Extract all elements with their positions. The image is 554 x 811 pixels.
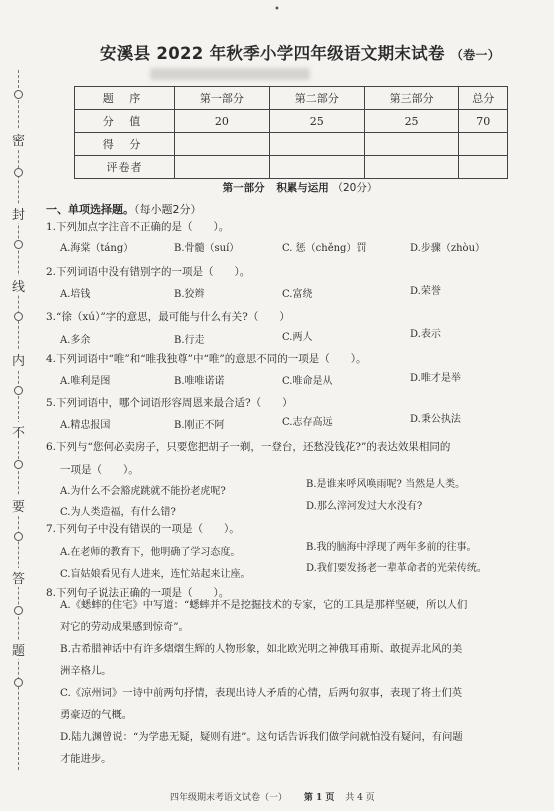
option-d: D.那么滓河发过大水没有? xyxy=(306,501,423,512)
option-b: B.是谁来呼风唤雨呢? 当然是人类。 xyxy=(306,479,466,490)
question-stem: 6.下列与“您何必卖房子，只要您把胡子一剃，一登台，还愁没钱花?”的表达效果相同的 xyxy=(46,441,451,453)
table-cell xyxy=(364,133,459,156)
option-d: D.荣誉 xyxy=(410,286,441,297)
paragraph-line: 勇豪迈的气概。 xyxy=(60,709,133,721)
exam-title xyxy=(60,40,540,64)
table-cell xyxy=(364,156,459,179)
option-a: A.唯利是图 xyxy=(60,376,111,387)
option-d: D.秉公执法 xyxy=(410,414,461,425)
table-header-cell: 总分 xyxy=(459,87,508,110)
part-subtitle: 积累与运用 xyxy=(276,182,329,194)
part-title: 第一部分 xyxy=(222,182,265,194)
part-points: （20分） xyxy=(332,182,378,194)
binding-char: 要 xyxy=(12,496,25,515)
option-d: D.表示 xyxy=(410,329,441,340)
part-heading xyxy=(60,180,540,195)
binding-hole xyxy=(14,312,23,321)
table-header-cell: 题 序 xyxy=(75,87,175,110)
option-a: A.为什么不会豁虎跳就不能扮老虎呢? xyxy=(60,486,226,497)
option-a: A.精忠报国 xyxy=(60,420,111,431)
page-footer xyxy=(170,790,430,803)
binding-hole xyxy=(14,606,23,615)
option-b: B.狡辫 xyxy=(174,289,205,300)
binding-hole xyxy=(14,678,23,687)
paragraph-option-d xyxy=(60,726,550,770)
question-stem: 8.下列句子说法正确的一项是（ ）。 xyxy=(46,587,230,599)
paragraph-line: D.陆九渊曾说：“为学患无疑，疑则有进”。这句话告诉我们做学问就怕没有疑问，有问题 xyxy=(60,731,463,743)
question-stem: 4.下列词语中“唯”和“唯我独尊”中“唯”的意思不同的一项是（ ）。 xyxy=(46,353,367,365)
option-d: D.唯才是举 xyxy=(410,373,461,384)
option-c: C.盲姑娘看见有人进来，连忙站起来让座。 xyxy=(60,569,251,580)
section-heading xyxy=(46,201,202,217)
option-c: C.志存高远 xyxy=(282,417,333,428)
paragraph-line: 才能进步。 xyxy=(60,753,112,765)
binding-hole xyxy=(14,90,23,99)
table-cell xyxy=(459,156,508,179)
footer-exam-name: 四年级期末考语文试卷（一） xyxy=(170,793,288,803)
table-header-cell: 第一部分 xyxy=(175,87,270,110)
binding-char: 内 xyxy=(12,350,25,369)
table-cell: 20 xyxy=(175,110,270,133)
paragraph-line: B.古希腊神话中有许多熠熠生辉的人物形象，如北欧光明之神俄耳甫斯、敢捉弄北风的美 xyxy=(60,643,463,655)
question-stem: 3.“徐（xú）”字的意思，最可能与什么有关?（ ） xyxy=(46,311,290,323)
table-cell xyxy=(175,156,270,179)
binding-char: 题 xyxy=(12,640,25,659)
option-d: D.我们要发扬老一辈革命者的光荣传统。 xyxy=(306,563,487,574)
table-cell: 评卷者 xyxy=(75,156,175,179)
paragraph-line: 洲辛格儿。 xyxy=(60,665,112,677)
option-b: B.骨髓（suí） xyxy=(174,243,240,254)
score-table xyxy=(74,86,508,179)
binding-char: 答 xyxy=(12,568,25,587)
table-header-cell: 第二部分 xyxy=(269,87,364,110)
option-c: C.富绕 xyxy=(282,289,313,300)
paragraph-option-c xyxy=(60,682,550,726)
option-a: A.在老师的教育下，他明确了学习态度。 xyxy=(60,547,241,558)
option-a: A.多余 xyxy=(60,335,91,346)
footer-page-number: 第 1 页 xyxy=(303,793,335,803)
table-row xyxy=(75,133,508,156)
paragraph-option-a xyxy=(60,594,550,638)
score-table-header-row xyxy=(75,87,508,110)
binding-char: 封 xyxy=(12,204,25,223)
binding-hole xyxy=(14,386,23,395)
table-cell: 得 分 xyxy=(75,133,175,156)
top-marker: • xyxy=(274,4,280,15)
paragraph-option-b xyxy=(60,638,550,682)
paragraph-line: 对它的劳动成果感到惊奇”。 xyxy=(60,621,189,633)
option-a: A.海棠（táng） xyxy=(60,243,134,254)
table-cell xyxy=(269,133,364,156)
exam-title-text: 安溪县 2022 年秋季小学四年级语文期末试卷 xyxy=(99,44,445,63)
binding-hole xyxy=(14,460,23,469)
question-stem: 7.下列句子中没有错误的一项是（ ）。 xyxy=(46,523,240,535)
binding-hole xyxy=(14,168,23,177)
question-stem: 5.下列词语中，哪个词语形容周恩来最合适?（ ） xyxy=(46,397,293,409)
table-cell xyxy=(175,133,270,156)
redacted-info xyxy=(150,68,310,80)
binding-char: 不 xyxy=(12,422,25,441)
binding-hole xyxy=(14,532,23,541)
table-cell xyxy=(459,133,508,156)
table-row xyxy=(75,156,508,179)
table-cell: 25 xyxy=(364,110,459,133)
table-header-cell: 第三部分 xyxy=(364,87,459,110)
paragraph-line: C.《凉州词》一诗中前两句抒情，表现出诗人矛盾的心情，后两句叙事，表现了将士们英 xyxy=(60,687,463,699)
option-c: C.为人类造福，有什么错? xyxy=(60,507,176,518)
option-d: D.步骤（zhòu） xyxy=(410,243,486,254)
option-b: B.我的脑海中浮现了两年多前的往事。 xyxy=(306,542,477,553)
option-c: C. 惩（chěng）罚 xyxy=(282,243,367,254)
table-cell: 分 值 xyxy=(75,110,175,133)
question-stem: 2.下列词语中没有错别字的一项是（ ）。 xyxy=(46,266,251,278)
option-b: B.刚正不阿 xyxy=(174,420,225,431)
exam-volume: （卷一） xyxy=(450,48,501,62)
option-c: C.两人 xyxy=(282,332,313,343)
table-row xyxy=(75,110,508,133)
section-title: 一、单项选择题。 xyxy=(46,203,134,216)
binding-margin xyxy=(0,60,40,800)
paragraph-line: A.《蟋蟀的住宅》中写道：“蟋蟀并不是挖掘技术的专家，它的工具是那样坚硬，所以人们 xyxy=(60,599,468,611)
binding-hole xyxy=(14,240,23,249)
table-cell: 70 xyxy=(459,110,508,133)
option-a: A.培钱 xyxy=(60,289,91,300)
binding-char: 线 xyxy=(12,276,25,295)
table-cell xyxy=(269,156,364,179)
option-c: C.唯命是从 xyxy=(282,376,333,387)
table-cell: 25 xyxy=(269,110,364,133)
question-stem-continued: 一项是（ ）。 xyxy=(60,464,139,476)
question-stem: 1.下列加点字注音不正确的是（ ）。 xyxy=(46,221,230,233)
footer-total-pages: 共 4 页 xyxy=(345,793,375,803)
option-b: B.唯唯诺诺 xyxy=(174,376,225,387)
option-b: B.行走 xyxy=(174,335,205,346)
section-note: （每小题2分） xyxy=(134,203,202,216)
binding-char: 密 xyxy=(12,130,25,149)
